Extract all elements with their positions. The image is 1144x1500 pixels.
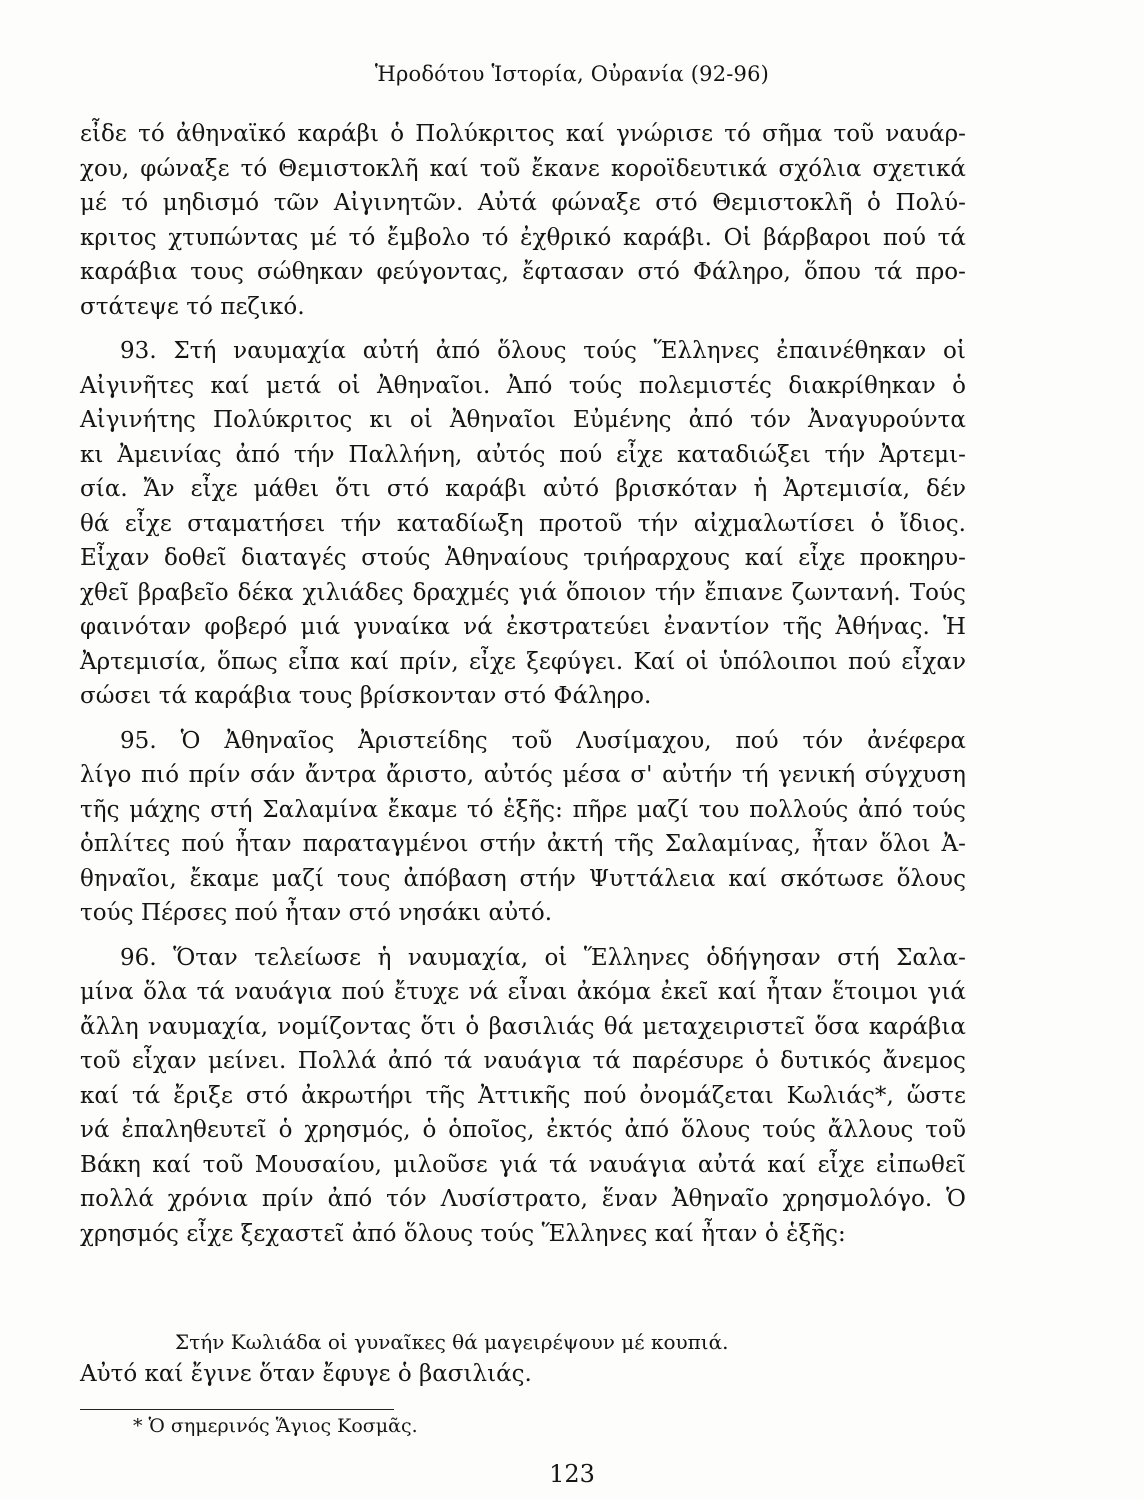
text-line: φαινόταν φοβερό μιά γυναίκα νά ἐκστρατεύει ἐναντίον τῆς Ἀθήνας. Ἡ bbox=[80, 614, 966, 640]
text-line: τῆς μάχης στή Σαλαμίνα ἔκαμε τό ἑξῆς: πῆρε μαζί του πολλούς ἀπό τούς bbox=[80, 796, 966, 823]
text-line: σώσει τά καράβια τους βρίσκονταν στό Φάληρο. bbox=[80, 683, 652, 709]
paragraph-92-continued bbox=[80, 117, 966, 324]
text-line: θηναῖοι, ἔκαμε μαζί τους ἀπόβαση στήν Ψυττάλεια καί σκότωσε ὅλους bbox=[80, 865, 966, 892]
text-line: τούς Πέρσες πού ἦταν στό νησάκι αὐτό. bbox=[80, 900, 553, 926]
text-line: 95. Ὁ Ἀθηναῖος Ἀριστείδης τοῦ Λυσίμαχου, πού τόν ἀνέφερα bbox=[120, 727, 966, 754]
text-line: ὁπλίτες πού ἦταν παραταγμένοι στήν ἀκτή τῆς Σαλαμίνας, ἦταν ὅλοι Ἀ- bbox=[80, 831, 966, 857]
text-line: πολλά χρόνια πρίν ἀπό τόν Λυσίστρατο, ἕναν Ἀθηναῖο χρησμολόγο. Ὁ bbox=[80, 1186, 966, 1212]
body-text bbox=[80, 117, 966, 1251]
paragraph-95 bbox=[80, 724, 966, 931]
text-line: χρησμός εἶχε ξεχαστεῖ ἀπό ὅλους τούς Ἕλληνες καί ἦταν ὁ ἑξῆς: bbox=[80, 1220, 846, 1247]
paragraph-93 bbox=[80, 334, 966, 714]
text-line: τοῦ εἶχαν μείνει. Πολλά ἀπό τά ναυάγια τά παρέσυρε ὁ δυτικός ἄνεμος bbox=[80, 1048, 966, 1074]
footnote: * Ὁ σημερινός Ἅγιος Κοσμᾶς. bbox=[133, 1415, 418, 1437]
text-line: Ἀρτεμισία, ὅπως εἶπα καί πρίν, εἶχε ξεφύγει. Καί οἱ ὑπόλοιποι πού εἶχαν bbox=[80, 648, 966, 675]
text-line: καί τά ἔριξε στό ἀκρωτήρι τῆς Ἀττικῆς πού ὀνομάζεται Κωλιάς*, ὥστε bbox=[80, 1082, 966, 1109]
oracle-verse: Στήν Κωλιάδα οἱ γυναῖκες θά μαγειρέψουν μέ κουπιά. bbox=[175, 1330, 729, 1354]
text-line: καράβια τους σώθηκαν φεύγοντας, ἔφτασαν στό Φάληρο, ὅπου τά προ- bbox=[80, 259, 966, 285]
text-line: μέ τό μηδισμό τῶν Αἰγινητῶν. Αὐτά φώναξε στό Θεμιστοκλῆ ὁ Πολύ- bbox=[80, 190, 966, 216]
text-line: λίγο πιό πρίν σάν ἄντρα ἄριστο, αὐτός μέσα σ' αὐτήν τή γενική σύγχυση bbox=[80, 762, 966, 788]
text-line: χου, φώναξε τό Θεμιστοκλῆ καί τοῦ ἔκανε κοροϊδευτικά σχόλια σχετικά bbox=[80, 155, 966, 182]
closing-line: Αὐτό καί ἔγινε ὅταν ἔφυγε ὁ βασιλιάς. bbox=[80, 1361, 532, 1387]
running-header: Ἡροδότου Ἱστορία, Οὐρανία (92-96) bbox=[374, 62, 770, 86]
text-line: Αἰγινῆτες καί μετά οἱ Ἀθηναῖοι. Ἀπό τούς πολεμιστές διακρίθηκαν ὁ bbox=[80, 372, 966, 399]
text-line: νά ἐπαληθευτεῖ ὁ χρησμός, ὁ ὁποῖος, ἐκτός ἀπό ὅλους τούς ἄλλους τοῦ bbox=[80, 1117, 966, 1143]
text-line: Βάκη καί τοῦ Μουσαίου, μιλοῦσε γιά τά ναυάγια αὐτά καί εἶχε εἰπωθεῖ bbox=[80, 1151, 966, 1178]
text-line: Αἰγινήτης Πολύκριτος κι οἱ Ἀθηναῖοι Εὐμένης ἀπό τόν Ἀναγυρούντα bbox=[80, 407, 966, 433]
paragraph-96 bbox=[80, 941, 966, 1252]
text-line: κριτος χτυπώντας μέ τό ἔμβολο τό ἐχθρικό καράβι. Οἱ βάρβαροι πού τά bbox=[80, 224, 966, 251]
text-line: 96. Ὅταν τελείωσε ἡ ναυμαχία, οἱ Ἕλληνες ὁδήγησαν στή Σαλα- bbox=[120, 944, 966, 971]
text-line: στάτεψε τό πεζικό. bbox=[80, 293, 305, 320]
page-number: 123 bbox=[549, 1460, 595, 1488]
text-line: 93. Στή ναυμαχία αὐτή ἀπό ὅλους τούς Ἕλληνες ἐπαινέθηκαν οἱ bbox=[120, 338, 966, 364]
text-line: σία. Ἄν εἶχε μάθει ὅτι στό καράβι αὐτό βρισκόταν ἡ Ἀρτεμισία, δέν bbox=[80, 476, 966, 502]
text-line: Εἶχαν δοθεῖ διαταγές στούς Ἀθηναίους τριήραρχους καί εἶχε προκηρυ- bbox=[80, 545, 966, 571]
text-line: ἄλλη ναυμαχία, νομίζοντας ὅτι ὁ βασιλιάς θά μεταχειριστεῖ ὅσα καράβια bbox=[80, 1013, 966, 1040]
footnote-divider bbox=[80, 1409, 394, 1410]
text-line: θά εἶχε σταματήσει τήν καταδίωξη προτοῦ τήν αἰχμαλωτίσει ὁ ἴδιος. bbox=[80, 510, 966, 537]
text-line: χθεῖ βραβεῖο δέκα χιλιάδες δραχμές γιά ὅποιον τήν ἔπιανε ζωντανή. Τούς bbox=[80, 579, 966, 606]
text-line: κι Ἀμεινίας ἀπό τήν Παλλήνη, αὐτός πού εἶχε καταδιώξει τήν Ἀρτεμι- bbox=[80, 441, 966, 468]
text-line: μίνα ὅλα τά ναυάγια πού ἔτυχε νά εἶναι ἀκόμα ἐκεῖ καί ἦταν ἕτοιμοι γιά bbox=[80, 979, 966, 1005]
text-line: εἶδε τό ἀθηναϊκό καράβι ὁ Πολύκριτος καί γνώρισε τό σῆμα τοῦ ναυάρ- bbox=[80, 121, 966, 147]
